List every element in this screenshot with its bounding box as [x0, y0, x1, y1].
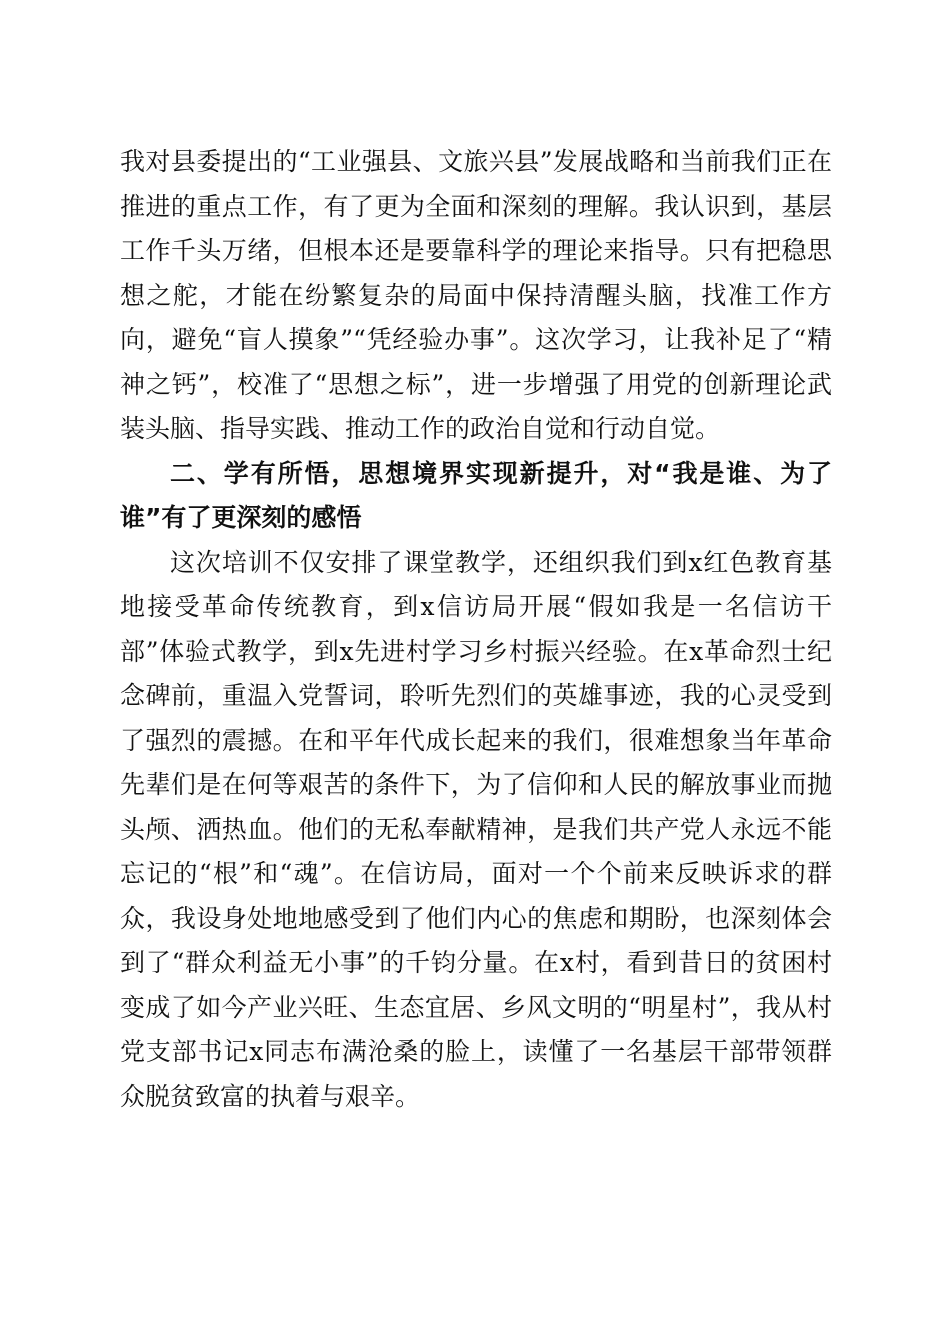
paragraph-body: 这次培训不仅安排了课堂教学，还组织我们到x红色教育基地接受革命传统教育，到x信访局开展“假如我是一名信访干部”体验式教学，到x先进村学习乡村振兴经验。在x革命烈士纪念碑前，重温入党誓词，聆听先烈们的英雄事迹，我的心灵受到了强烈的震撼。在和平年代成长起来的我们，很难想象当年革命先辈们是在何等艰苦的条件下，为了信仰和人民的解放事业而抛头颅、洒热血。他们的无私奉献精神，是我们共产党人永远不能忘记的“根”和“魂”。在信访局，面对一个个前来反映诉求的群众，我设身处地地感受到了他们内心的焦虑和期盼，也深刻体会到了“群众利益无小事”的千钧分量。在x村，看到昔日的贫困村变成了如今产业兴旺、生态宜居、乡风文明的“明星村”，我从村党支部书记x同志布满沧桑的脸上，读懂了一名基层干部带领群众脱贫致富的执着与艰辛。 [120, 547, 832, 1111]
document-body [120, 140, 832, 1119]
paragraph-continued: 我对县委提出的“工业强县、文旅兴县”发展战略和当前我们正在推进的重点工作，有了更为全面和深刻的理解。我认识到，基层工作千头万绪，但根本还是要靠科学的理论来指导。只有把稳思想之舵，才能在纷繁复杂的局面中保持清醒头脑，找准工作方向，避免“盲人摸象”“凭经验办事”。这次学习，让我补足了“精神之钙”，校准了“思想之标”，进一步增强了用党的创新理论武装头脑、指导实践、推动工作的政治自觉和行动自觉。 [120, 147, 832, 443]
section-heading: 二、学有所悟，思想境界实现新提升，对“我是谁、为了谁”有了更深刻的感悟 [120, 458, 832, 532]
